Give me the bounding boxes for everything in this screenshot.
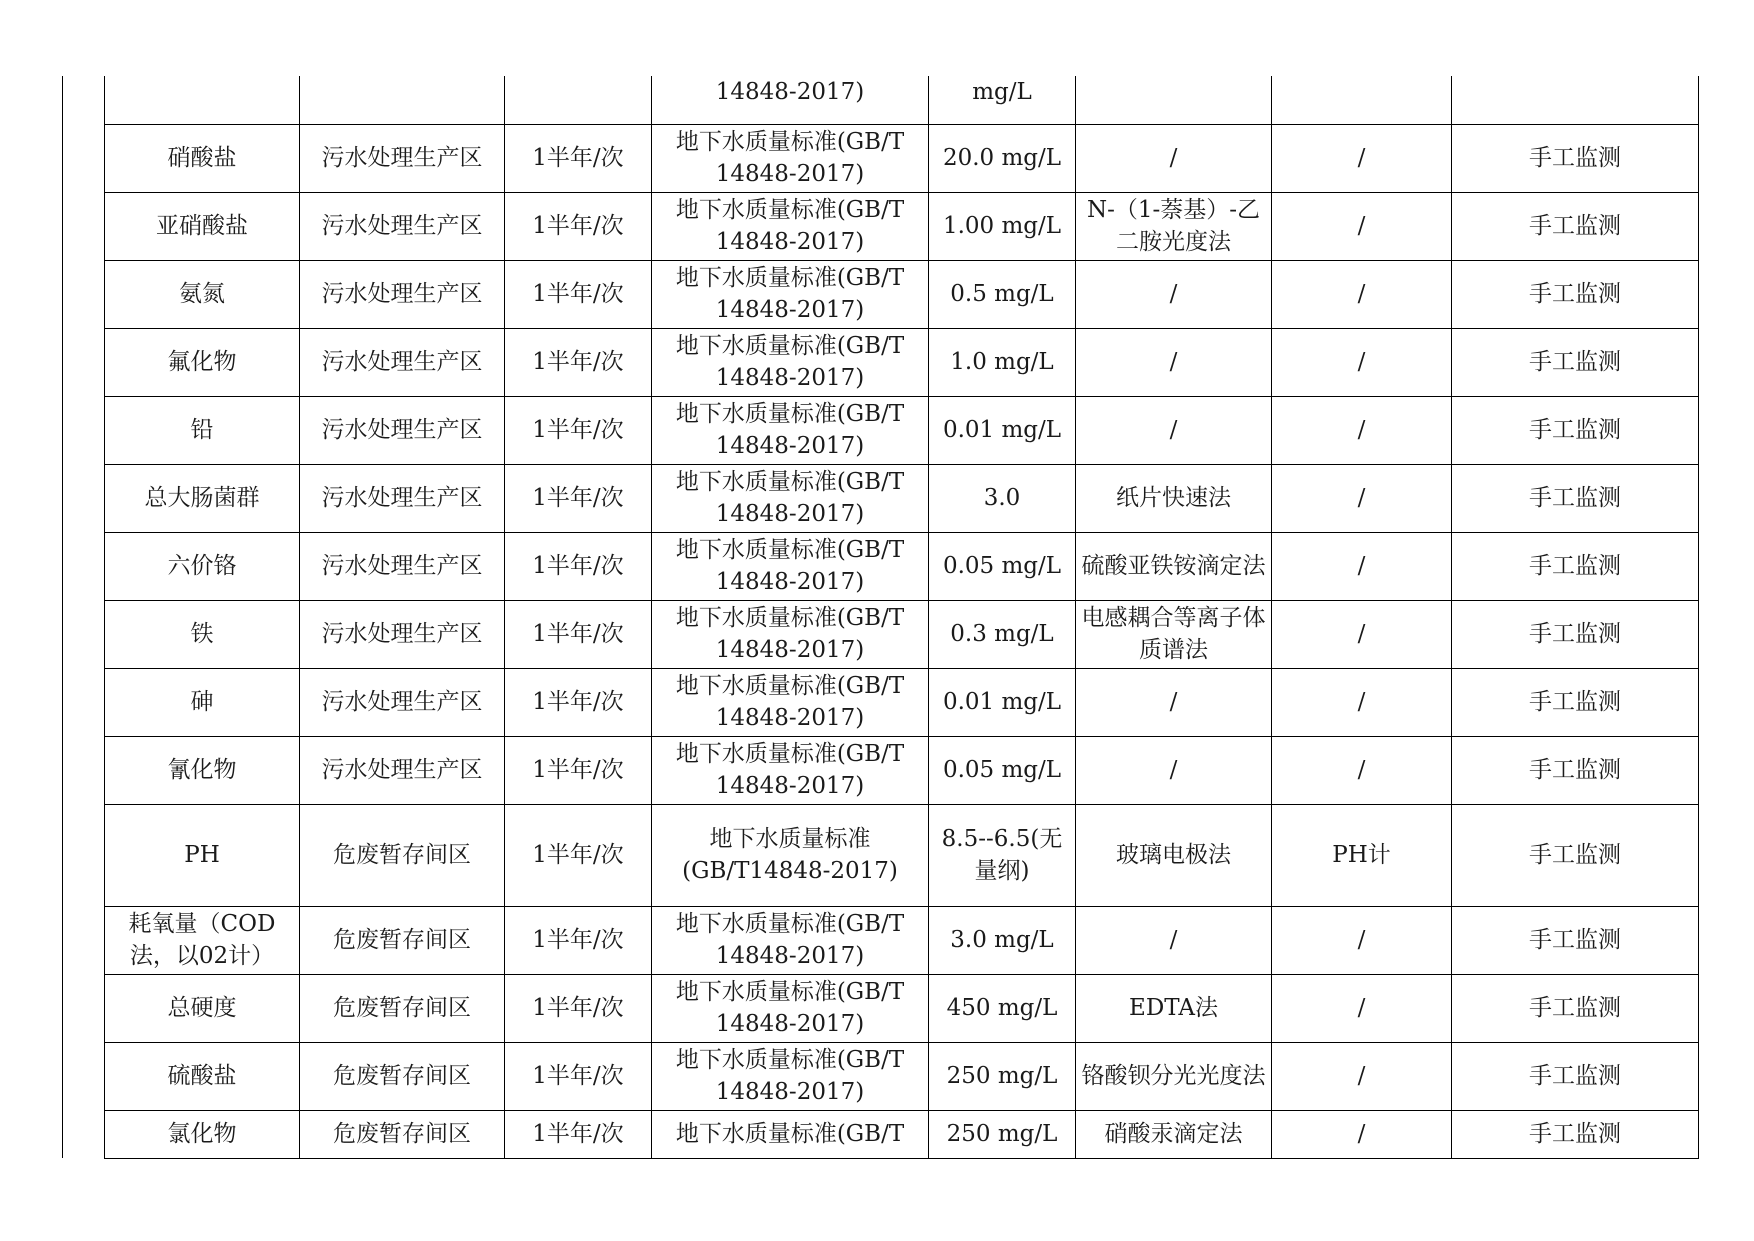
cell-method: /: [1076, 906, 1272, 974]
standard-line: 地下水质量标准(GB/T: [675, 979, 905, 1005]
cell-method: /: [1076, 260, 1272, 328]
table-row: [63, 124, 1699, 192]
standard-line: 地下水质量标准(GB/T: [675, 197, 905, 223]
cell-location: 污水处理生产区: [300, 464, 505, 532]
cell-frequency: 1半年/次: [505, 668, 652, 736]
cell-limit: 0.05 mg/L: [929, 532, 1076, 600]
cell-limit: 250 mg/L: [929, 1042, 1076, 1110]
cell-method: 硝酸汞滴定法: [1076, 1110, 1272, 1158]
cell-item: 氨氮: [105, 260, 300, 328]
standard-line: 地下水质量标准(GB/T: [675, 1121, 905, 1147]
standard-line: 地下水质量标准: [709, 826, 871, 852]
table-row: [63, 736, 1699, 804]
standard-line: 14848-2017): [715, 637, 865, 663]
cell-mode: 手工监测: [1452, 396, 1699, 464]
standard-line: 地下水质量标准(GB/T: [675, 605, 905, 631]
cell-standard: [652, 396, 929, 464]
cell-limit: 0.5 mg/L: [929, 260, 1076, 328]
cell-standard: [652, 124, 929, 192]
standard-line: 地下水质量标准(GB/T: [675, 265, 905, 291]
cell-frequency: 1半年/次: [505, 974, 652, 1042]
cell-frequency: 1半年/次: [505, 1042, 652, 1110]
table-row: [63, 464, 1699, 532]
cell-mode: 手工监测: [1452, 192, 1699, 260]
cell-method: 纸片快速法: [1076, 464, 1272, 532]
cell-instrument: /: [1272, 668, 1452, 736]
cell-frequency: 1半年/次: [505, 532, 652, 600]
cell-location: 危废暂存间区: [300, 1042, 505, 1110]
cell-mode: 手工监测: [1452, 260, 1699, 328]
cell-frequency: 1半年/次: [505, 600, 652, 668]
standard-line: 地下水质量标准(GB/T: [675, 129, 905, 155]
standard-line: 地下水质量标准(GB/T: [675, 1047, 905, 1073]
standard-line: 地下水质量标准(GB/T: [675, 911, 905, 937]
cell-frequency: [505, 76, 652, 124]
cell-mode: 手工监测: [1452, 600, 1699, 668]
cell-mode: 手工监测: [1452, 464, 1699, 532]
cell-standard: [652, 668, 929, 736]
cell-limit: 250 mg/L: [929, 1110, 1076, 1158]
cell-mode: 手工监测: [1452, 906, 1699, 974]
cell-location: 污水处理生产区: [300, 532, 505, 600]
standard-line: 地下水质量标准(GB/T: [675, 401, 905, 427]
cell-method: /: [1076, 328, 1272, 396]
standard-line: 14848-2017): [715, 161, 865, 187]
standard-line: 14848-2017): [715, 365, 865, 391]
cell-mode: 手工监测: [1452, 1110, 1699, 1158]
cell-location: 污水处理生产区: [300, 668, 505, 736]
standard-line: 14848-2017): [715, 773, 865, 799]
cell-standard: [652, 1042, 929, 1110]
monitoring-table: [62, 76, 1699, 1159]
cell-instrument: /: [1272, 1042, 1452, 1110]
left-margin-column: [63, 76, 105, 1158]
cell-instrument: /: [1272, 328, 1452, 396]
cell-item: 铁: [105, 600, 300, 668]
cell-instrument: /: [1272, 532, 1452, 600]
cell-standard: [652, 804, 929, 906]
cell-limit: 0.01 mg/L: [929, 396, 1076, 464]
cell-location: 危废暂存间区: [300, 974, 505, 1042]
table-row: [63, 328, 1699, 396]
standard-line: 14848-2017): [715, 229, 865, 255]
cell-instrument: /: [1272, 906, 1452, 974]
cell-location: 污水处理生产区: [300, 260, 505, 328]
table-row: [63, 668, 1699, 736]
cell-limit: 3.0: [929, 464, 1076, 532]
cell-location: 污水处理生产区: [300, 328, 505, 396]
cell-instrument: /: [1272, 396, 1452, 464]
cell-frequency: 1半年/次: [505, 736, 652, 804]
standard-line: 地下水质量标准(GB/T: [675, 333, 905, 359]
cell-instrument: /: [1272, 600, 1452, 668]
cell-mode: 手工监测: [1452, 124, 1699, 192]
cell-frequency: 1半年/次: [505, 804, 652, 906]
table-row-continuation: [63, 76, 1699, 124]
cell-standard: [652, 192, 929, 260]
cell-frequency: 1半年/次: [505, 906, 652, 974]
cell-standard: [652, 974, 929, 1042]
cell-standard: [652, 328, 929, 396]
cell-instrument: PH计: [1272, 804, 1452, 906]
cell-method: 电感耦合等离子体质谱法: [1076, 600, 1272, 668]
cell-item: 氟化物: [105, 328, 300, 396]
cell-item: 氯化物: [105, 1110, 300, 1158]
cell-frequency: 1半年/次: [505, 124, 652, 192]
cell-location: 污水处理生产区: [300, 396, 505, 464]
cell-method: /: [1076, 736, 1272, 804]
cell-item: 硝酸盐: [105, 124, 300, 192]
table-row: [63, 192, 1699, 260]
cell-location: 危废暂存间区: [300, 1110, 505, 1158]
table-row: [63, 906, 1699, 974]
cell-limit: 1.00 mg/L: [929, 192, 1076, 260]
cell-standard: [652, 532, 929, 600]
cell-location: 污水处理生产区: [300, 124, 505, 192]
cell-instrument: /: [1272, 464, 1452, 532]
cell-location: [300, 76, 505, 124]
table-row: [63, 600, 1699, 668]
cell-limit: 20.0 mg/L: [929, 124, 1076, 192]
cell-item: 耗氧量（COD法，以02计）: [105, 906, 300, 974]
cell-mode: 手工监测: [1452, 736, 1699, 804]
cell-method: /: [1076, 668, 1272, 736]
cell-item: PH: [105, 804, 300, 906]
cell-mode: 手工监测: [1452, 668, 1699, 736]
cell-item: 铅: [105, 396, 300, 464]
cell-mode: 手工监测: [1452, 1042, 1699, 1110]
cell-instrument: /: [1272, 736, 1452, 804]
cell-method: EDTA法: [1076, 974, 1272, 1042]
standard-line: 14848-2017): [715, 1011, 865, 1037]
cell-method: 铬酸钡分光光度法: [1076, 1042, 1272, 1110]
table-row: [63, 532, 1699, 600]
cell-instrument: /: [1272, 974, 1452, 1042]
cell-mode: 手工监测: [1452, 804, 1699, 906]
standard-line: 14848-2017): [715, 501, 865, 527]
cell-limit: 0.3 mg/L: [929, 600, 1076, 668]
cell-standard: 14848-2017): [652, 76, 929, 124]
cell-method: 硫酸亚铁铵滴定法: [1076, 532, 1272, 600]
standard-line: 14848-2017): [715, 705, 865, 731]
standard-line: (GB/T14848-2017): [682, 858, 898, 884]
table-row: [63, 1110, 1699, 1158]
cell-location: 危废暂存间区: [300, 906, 505, 974]
cell-mode: 手工监测: [1452, 532, 1699, 600]
cell-limit: 450 mg/L: [929, 974, 1076, 1042]
cell-location: 危废暂存间区: [300, 804, 505, 906]
cell-item: 砷: [105, 668, 300, 736]
cell-item: 总大肠菌群: [105, 464, 300, 532]
cell-standard: [652, 906, 929, 974]
standard-line: 14848-2017): [715, 943, 865, 969]
cell-method: 玻璃电极法: [1076, 804, 1272, 906]
cell-item: 总硬度: [105, 974, 300, 1042]
cell-standard: [652, 736, 929, 804]
cell-instrument: [1272, 76, 1452, 124]
cell-item: 氰化物: [105, 736, 300, 804]
cell-method: /: [1076, 124, 1272, 192]
cell-limit: 1.0 mg/L: [929, 328, 1076, 396]
cell-mode: 手工监测: [1452, 974, 1699, 1042]
table-row: [63, 260, 1699, 328]
cell-item: [105, 76, 300, 124]
cell-location: 污水处理生产区: [300, 736, 505, 804]
cell-standard: [652, 600, 929, 668]
cell-standard: [652, 1110, 929, 1158]
standard-line: 14848-2017): [715, 1079, 865, 1105]
cell-method: /: [1076, 396, 1272, 464]
table-row: [63, 396, 1699, 464]
cell-instrument: /: [1272, 124, 1452, 192]
cell-standard: [652, 464, 929, 532]
cell-instrument: /: [1272, 192, 1452, 260]
cell-frequency: 1半年/次: [505, 260, 652, 328]
cell-limit: 3.0 mg/L: [929, 906, 1076, 974]
table-row: [63, 1042, 1699, 1110]
cell-instrument: /: [1272, 260, 1452, 328]
table-row: [63, 974, 1699, 1042]
standard-line: 地下水质量标准(GB/T: [675, 469, 905, 495]
cell-frequency: 1半年/次: [505, 464, 652, 532]
cell-item: 硫酸盐: [105, 1042, 300, 1110]
cell-frequency: 1半年/次: [505, 1110, 652, 1158]
standard-line: 14848-2017): [715, 433, 865, 459]
standard-line: 地下水质量标准(GB/T: [675, 537, 905, 563]
cell-location: 污水处理生产区: [300, 192, 505, 260]
cell-item: 亚硝酸盐: [105, 192, 300, 260]
standard-line: 地下水质量标准(GB/T: [675, 673, 905, 699]
cell-item: 六价铬: [105, 532, 300, 600]
cell-limit: mg/L: [929, 76, 1076, 124]
cell-location: 污水处理生产区: [300, 600, 505, 668]
cell-mode: 手工监测: [1452, 328, 1699, 396]
cell-mode: [1452, 76, 1699, 124]
cell-instrument: /: [1272, 1110, 1452, 1158]
cell-frequency: 1半年/次: [505, 328, 652, 396]
standard-line: 14848-2017): [715, 297, 865, 323]
standard-line: 14848-2017): [715, 569, 865, 595]
cell-limit: 0.05 mg/L: [929, 736, 1076, 804]
table-row: [63, 804, 1699, 906]
cell-method: [1076, 76, 1272, 124]
cell-limit: 8.5--6.5(无量纲): [929, 804, 1076, 906]
cell-standard: [652, 260, 929, 328]
cell-method: N-（1-萘基）-乙二胺光度法: [1076, 192, 1272, 260]
cell-limit: 0.01 mg/L: [929, 668, 1076, 736]
cell-frequency: 1半年/次: [505, 396, 652, 464]
standard-line: 地下水质量标准(GB/T: [675, 741, 905, 767]
cell-frequency: 1半年/次: [505, 192, 652, 260]
monitoring-table-page: [62, 76, 1699, 1159]
